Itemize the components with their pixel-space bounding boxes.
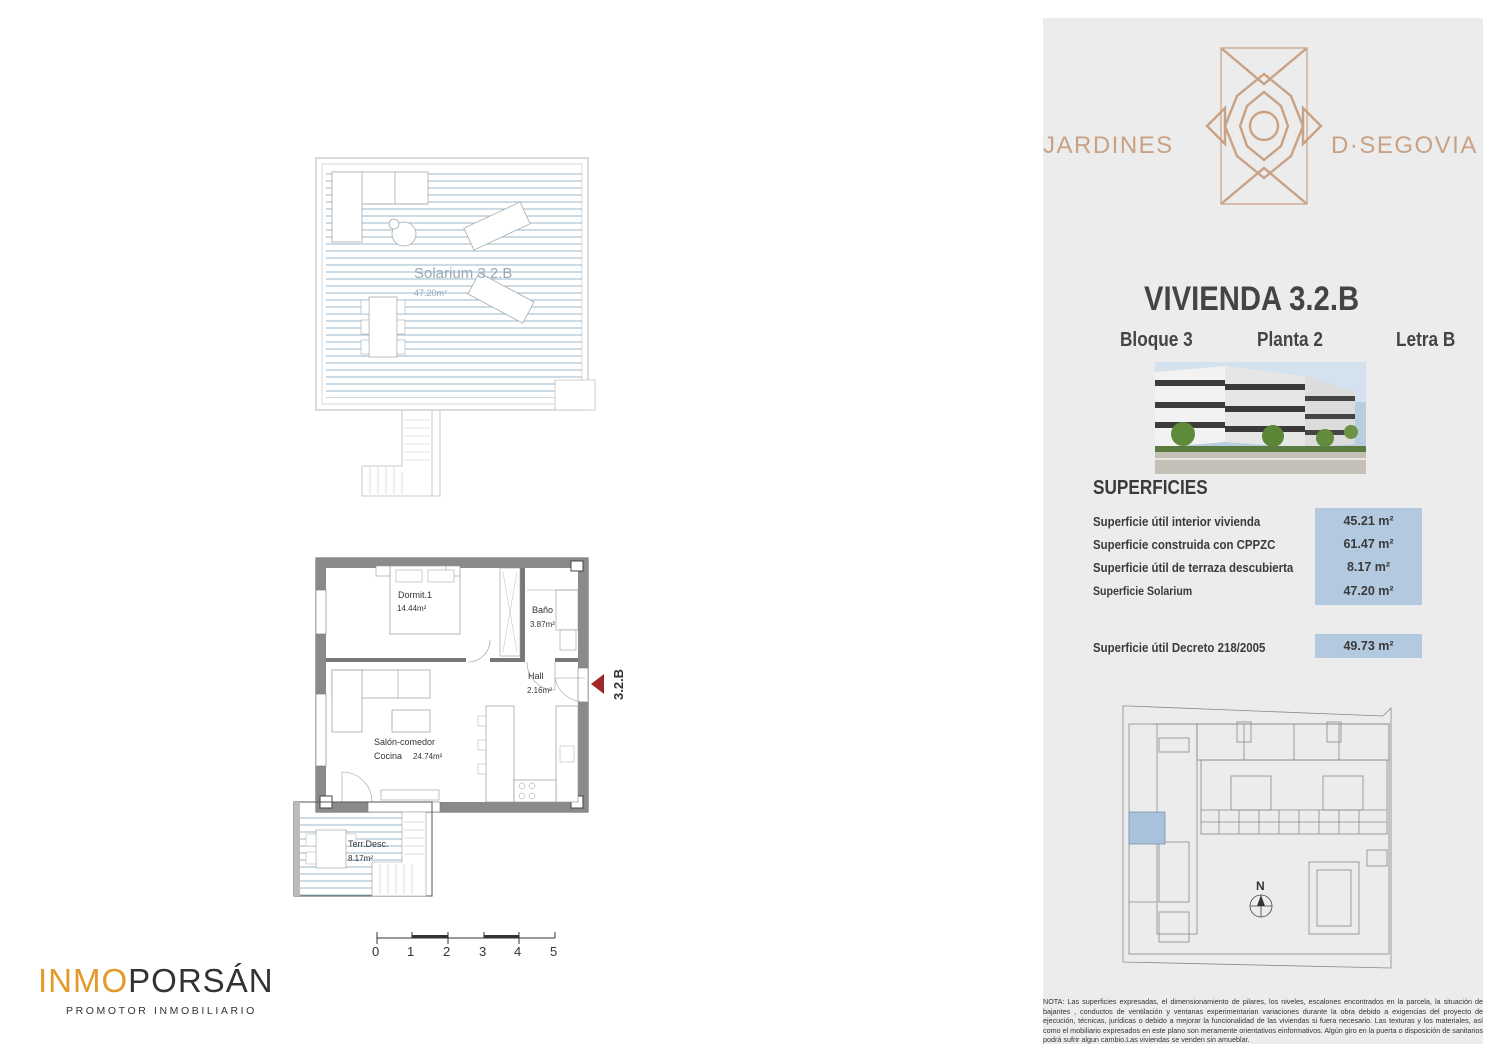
- building-render-image: [1155, 362, 1366, 474]
- surface-label: Superficie Solarium: [1093, 584, 1193, 598]
- scale-label: 4: [514, 944, 522, 959]
- promoter-name: INMOPORSÁN: [38, 962, 274, 999]
- promoter-subtitle: PROMOTOR INMOBILIARIO: [66, 1005, 257, 1017]
- promoter-logo: [38, 964, 278, 1017]
- solarium-area: 47.20m²: [414, 288, 448, 298]
- surfaces-title: SUPERFICIES: [1093, 477, 1208, 499]
- room-area-dormit: 14.44m²: [397, 604, 427, 613]
- room-label-dormit: Dormit.1: [398, 590, 433, 600]
- brand-name-left: JARDINES: [1043, 132, 1174, 159]
- room-area-bano: 3.87m²: [530, 620, 555, 629]
- scale-label: 5: [550, 944, 558, 959]
- room-label-hall: Hall: [528, 671, 544, 681]
- solarium-label: Solarium 3.2.B: [414, 265, 513, 282]
- room-label-cocina: Cocina: [374, 751, 403, 761]
- entry-marker-icon: [591, 674, 604, 694]
- terrace-plan: [294, 802, 432, 896]
- site-plan-map: [1109, 702, 1399, 972]
- kitchen-counter: [478, 706, 578, 802]
- unit-letter: Letra B: [1396, 329, 1456, 351]
- room-label-terraza: Terr.Desc.: [348, 839, 389, 849]
- brand-name-right: D·SEGOVIA: [1331, 132, 1478, 159]
- scale-label: 0: [372, 944, 380, 959]
- disclaimer-note: NOTA: Las superficies expresadas, el dimensionamiento de pilares, los niveles, escalones encontrados en la parcela, la situación de bajantes , conductos de ventilación y ventanas experimentarian variaciones durante la obra debido a exigencias del proyecto de ejecución, técnicas, jurídicas o debido a mejorar la funcionalidad de las viviendas si fuera necesario. Las texturas y los materiales, así como el mobiliario expresados en este plano son meramente orientativos einformativos. Algún giro en la puerta o disposición de sanitarios podrá sufrir algun cambio.Las viviendas se venden sin amueblar.: [1043, 997, 1483, 1045]
- surface-value: 45.21 m²: [1343, 514, 1394, 528]
- room-label-salon: Salón-comedor: [374, 737, 436, 747]
- living-sofa: [332, 670, 430, 732]
- room-area-terraza: 8.17m²: [348, 854, 373, 863]
- scale-bar: [372, 932, 557, 959]
- room-label-bano: Baño: [532, 605, 554, 615]
- solarium-dining-table: [361, 297, 405, 357]
- info-panel: [1043, 18, 1483, 1044]
- room-area-hall: 2.16m²: [527, 686, 552, 695]
- scale-label: 2: [443, 944, 451, 959]
- unit-block: Bloque 3: [1120, 329, 1193, 351]
- surface-label: Superficie construida con CPPZC: [1093, 537, 1276, 552]
- bed: [376, 566, 460, 634]
- north-arrow-icon: [1250, 895, 1272, 917]
- solarium-plan: [316, 158, 595, 496]
- north-label: N: [1256, 879, 1265, 893]
- site-plan-unit-highlight: [1129, 812, 1165, 844]
- surface-label: Superficie útil interior vivienda: [1093, 514, 1261, 529]
- surface-value: 8.17 m²: [1346, 560, 1391, 574]
- brand-emblem-icon: [1203, 44, 1325, 208]
- dwelling-plan: [294, 558, 626, 896]
- scale-label: 3: [479, 944, 487, 959]
- surface-label: Superficie útil de terraza descubierta: [1093, 560, 1294, 575]
- entry-label: 3.2.B: [611, 668, 626, 700]
- decree-value: 49.73 m²: [1343, 639, 1394, 653]
- solarium-stair: [362, 410, 440, 496]
- room-area-salon: 24.74m²: [413, 752, 443, 761]
- surface-value: 47.20 m²: [1343, 584, 1394, 598]
- decree-label: Superficie útil Decreto 218/2005: [1093, 640, 1266, 655]
- unit-floor: Planta 2: [1257, 329, 1323, 351]
- brand-logo: [1043, 38, 1483, 208]
- surface-value: 61.47 m²: [1343, 537, 1394, 551]
- unit-title: VIVIENDA 3.2.B: [1144, 280, 1360, 318]
- scale-label: 1: [407, 944, 415, 959]
